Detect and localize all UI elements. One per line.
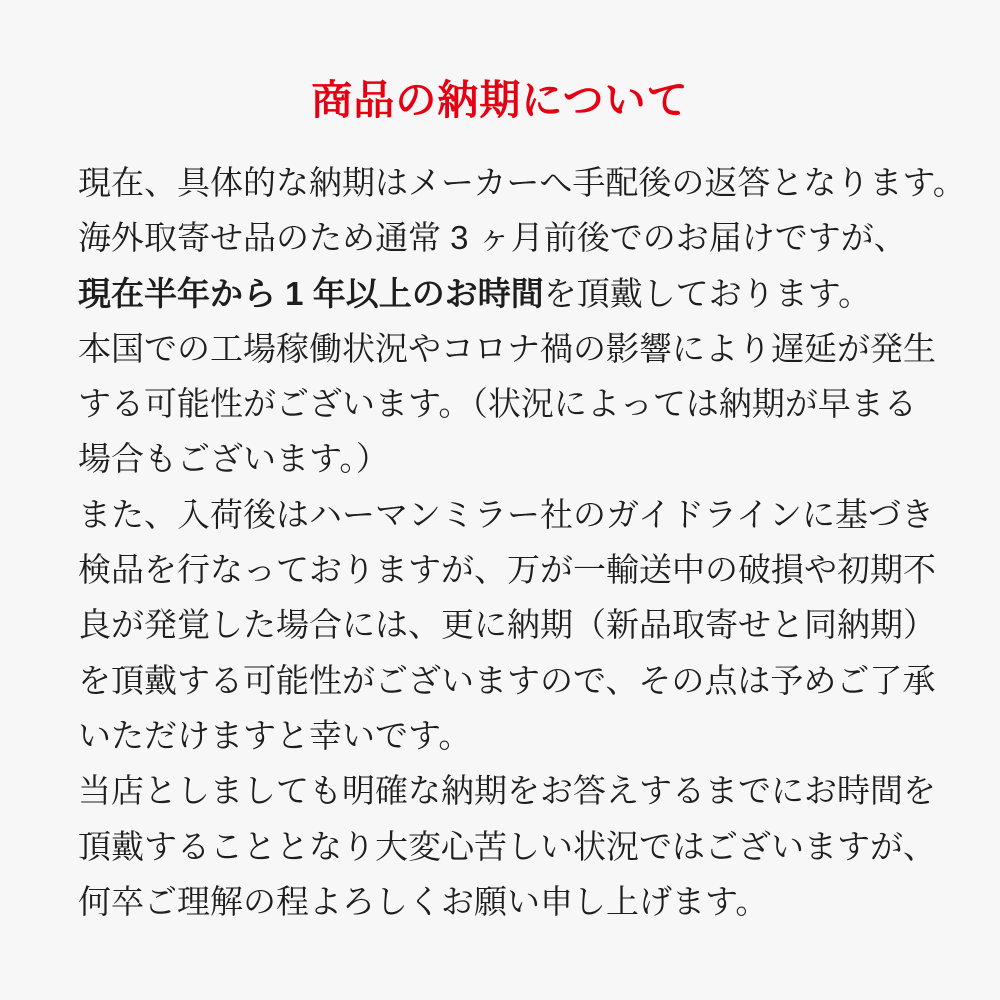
body-line-text: を頂戴する可能性がございますので、その点は予めご了承 [78,661,936,699]
body-line [78,542,940,597]
page-title: 商品の納期について [311,77,689,123]
body-line-text: また、入荷後はハーマンミラー社のガイドラインに基づき [78,495,935,533]
body-line [78,376,940,431]
body-line [78,597,940,652]
body-line [78,874,940,929]
body-line [78,708,940,763]
notice-body [78,155,966,929]
body-line [78,763,940,818]
body-line [78,431,940,486]
body-line-text: 場合もございます。） [78,440,389,478]
body-line [78,210,940,265]
body-line-text: 良が発覚した場合には、更に納期（新品取寄せと同納期） [78,606,936,644]
body-line-text: 何卒ご理解の程よろしくお願い申し上げます。 [78,882,769,920]
body-line-text: 海外取寄せ品のため通常 3 ヶ月前後でのお届けですが、 [78,219,907,257]
body-line-text: 当店としましても明確な納期をお答えするまでにお時間を [78,772,936,810]
body-line-text: いただけますと幸いです。 [78,716,472,754]
body-line [78,487,940,542]
body-line-text: 現在、具体的な納期はメーカーへ手配後の返答となります。 [78,164,966,201]
body-line-text: 本国での工場稼働状況やコロナ禍の影響により遅延が発生 [78,329,936,367]
body-line [78,155,966,210]
body-line [78,819,940,874]
body-line-text: を頂戴しております。 [543,274,872,312]
body-line-text: 頂戴することとなり大変心苦しい状況ではございますが、 [78,827,936,865]
body-line [78,266,940,321]
body-line-text: する可能性がございます。（状況によっては納期が早まる [78,385,917,423]
body-line [78,321,940,376]
body-line-text: 検品を行なっておりますが、万が一輸送中の破損や初期不 [78,551,936,589]
body-line [78,653,940,708]
body-line-bold: 現在半年から 1 年以上のお時間 [78,274,544,312]
